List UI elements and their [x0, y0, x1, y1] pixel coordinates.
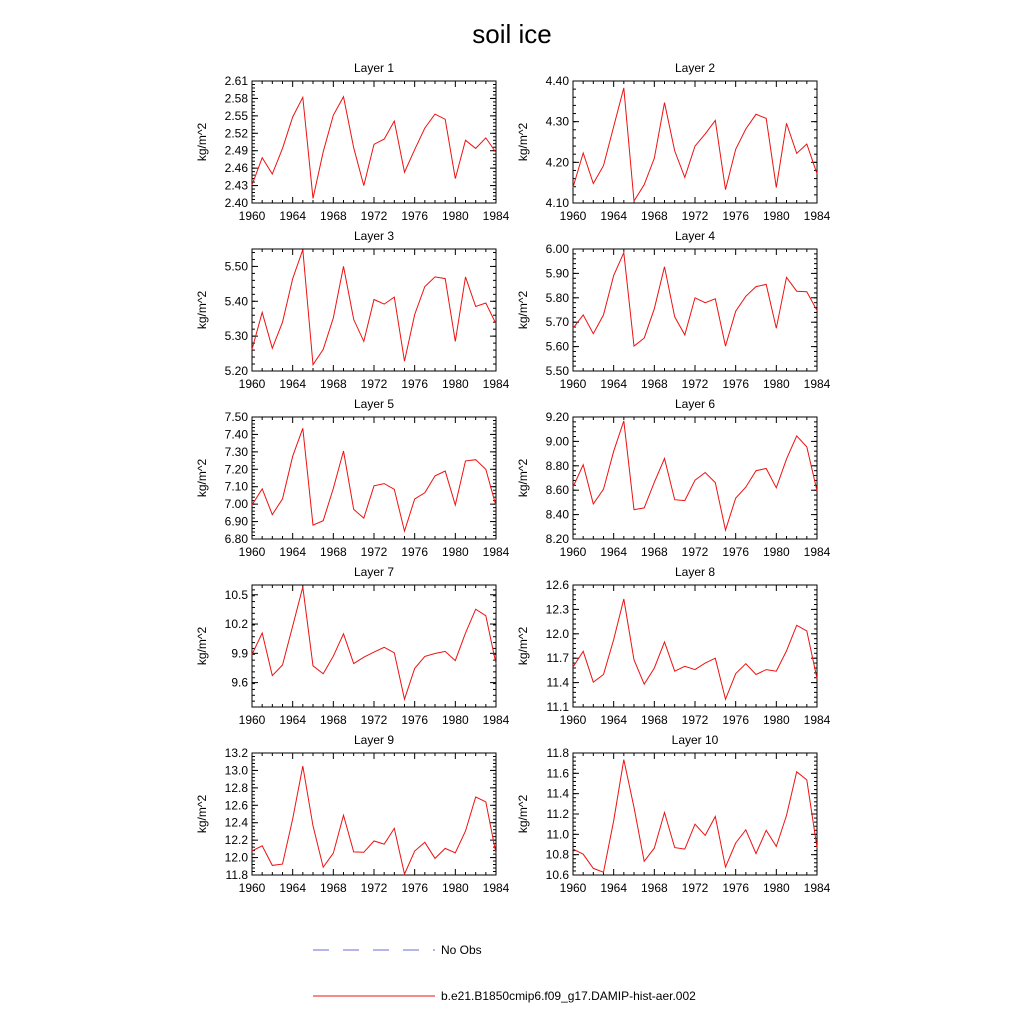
- y-tick-label: 7.40: [224, 427, 248, 442]
- x-tick-label: 1960: [238, 209, 266, 223]
- x-tick-label: 1984: [803, 377, 831, 391]
- x-tick-label: 1960: [559, 545, 587, 559]
- y-tick-label: 11.4: [546, 675, 569, 690]
- y-tick-label: 6.80: [224, 532, 248, 546]
- x-tick-label: 1960: [238, 545, 266, 559]
- y-tick-label: 4.30: [545, 114, 569, 129]
- y-tick-label: 12.4: [224, 815, 248, 830]
- panel-title: Layer 10: [671, 733, 719, 747]
- x-tick-label: 1980: [762, 545, 790, 559]
- x-tick-label: 1964: [600, 713, 628, 727]
- x-tick-label: 1976: [401, 713, 429, 727]
- y-tick-label: 5.60: [545, 339, 569, 354]
- y-axis-label: kg/m^2: [195, 626, 209, 666]
- y-tick-label: 2.52: [224, 126, 248, 141]
- y-tick-label: 10.5: [224, 587, 248, 602]
- panel-layer-4: [516, 229, 831, 391]
- series-line: [252, 97, 496, 199]
- y-axis-label: kg/m^2: [195, 458, 209, 498]
- y-tick-label: 2.61: [224, 74, 248, 88]
- x-tick-label: 1972: [681, 209, 709, 223]
- x-tick-label: 1984: [482, 881, 510, 895]
- y-tick-label: 5.40: [224, 294, 248, 309]
- y-tick-label: 9.6: [231, 675, 248, 690]
- y-axis-label: kg/m^2: [516, 290, 530, 330]
- x-tick-label: 1980: [762, 209, 790, 223]
- panel-title: Layer 4: [674, 229, 716, 243]
- y-tick-label: 11.8: [546, 746, 569, 760]
- plot-frame: [252, 249, 496, 371]
- x-tick-label: 1968: [640, 377, 668, 391]
- legend-model-label: b.e21.B1850cmip6.f09_g17.DAMIP-hist-aer.002: [441, 989, 696, 1003]
- x-tick-label: 1980: [441, 377, 469, 391]
- series-line: [573, 421, 817, 530]
- y-axis-label: kg/m^2: [516, 794, 530, 834]
- x-tick-label: 1976: [722, 713, 750, 727]
- x-tick-label: 1968: [319, 881, 347, 895]
- panel-layer-6: [516, 397, 831, 559]
- x-tick-label: 1960: [238, 377, 266, 391]
- y-axis-label: kg/m^2: [516, 626, 530, 666]
- y-axis-label: kg/m^2: [195, 290, 209, 330]
- x-tick-label: 1984: [482, 713, 510, 727]
- y-tick-label: 8.20: [545, 532, 569, 546]
- y-tick-label: 11.0: [546, 827, 569, 842]
- y-tick-label: 12.6: [224, 798, 248, 813]
- x-tick-label: 1984: [803, 881, 831, 895]
- y-tick-label: 2.58: [224, 91, 248, 106]
- series-line: [252, 766, 496, 874]
- y-tick-label: 11.6: [546, 766, 569, 781]
- y-tick-label: 9.00: [545, 434, 569, 449]
- panel-layer-1: [195, 61, 510, 223]
- y-tick-label: 2.43: [224, 178, 248, 193]
- y-tick-label: 12.0: [224, 850, 248, 865]
- y-tick-label: 12.2: [224, 833, 248, 848]
- y-tick-label: 5.50: [545, 364, 569, 378]
- y-tick-label: 2.55: [224, 108, 248, 123]
- x-tick-label: 1972: [360, 545, 388, 559]
- panel-title: Layer 1: [353, 61, 395, 75]
- x-tick-label: 1980: [441, 713, 469, 727]
- x-tick-label: 1980: [762, 713, 790, 727]
- x-tick-label: 1976: [722, 209, 750, 223]
- y-tick-label: 9.20: [545, 410, 569, 424]
- y-tick-label: 8.60: [545, 483, 569, 498]
- y-tick-label: 8.40: [545, 507, 569, 522]
- panel-layer-3: [195, 229, 510, 391]
- x-tick-label: 1976: [401, 209, 429, 223]
- y-axis-label: kg/m^2: [516, 458, 530, 498]
- x-tick-label: 1984: [803, 545, 831, 559]
- x-tick-label: 1972: [360, 209, 388, 223]
- panel-layer-8: [516, 565, 831, 727]
- x-tick-label: 1980: [441, 881, 469, 895]
- x-tick-label: 1964: [600, 545, 628, 559]
- panels-group: [195, 61, 831, 895]
- plot-frame: [252, 753, 496, 875]
- x-tick-label: 1968: [640, 713, 668, 727]
- x-tick-label: 1964: [600, 209, 628, 223]
- plot-frame: [252, 81, 496, 203]
- x-tick-label: 1968: [319, 209, 347, 223]
- x-tick-label: 1984: [803, 713, 831, 727]
- y-tick-label: 2.49: [224, 143, 248, 158]
- panel-title: Layer 2: [674, 61, 716, 75]
- series-line: [573, 253, 817, 346]
- x-tick-label: 1984: [803, 209, 831, 223]
- plot-frame: [573, 753, 817, 875]
- y-tick-label: 13.2: [224, 746, 248, 760]
- x-tick-label: 1964: [279, 209, 307, 223]
- x-tick-label: 1972: [681, 377, 709, 391]
- x-tick-label: 1960: [559, 377, 587, 391]
- y-tick-label: 11.7: [546, 651, 569, 666]
- plot-frame: [573, 417, 817, 539]
- x-tick-label: 1960: [559, 881, 587, 895]
- y-tick-label: 11.1: [546, 700, 569, 714]
- y-axis-label: kg/m^2: [195, 794, 209, 834]
- x-tick-label: 1972: [681, 881, 709, 895]
- x-tick-label: 1980: [441, 545, 469, 559]
- x-tick-label: 1964: [279, 545, 307, 559]
- y-tick-label: 7.30: [224, 444, 248, 459]
- y-tick-label: 7.20: [224, 462, 248, 477]
- series-line: [573, 88, 817, 201]
- y-tick-label: 7.00: [224, 497, 248, 512]
- x-tick-label: 1976: [401, 377, 429, 391]
- y-tick-label: 11.8: [225, 868, 248, 882]
- y-tick-label: 12.0: [545, 626, 569, 641]
- x-tick-label: 1976: [722, 545, 750, 559]
- y-tick-label: 5.90: [545, 266, 569, 281]
- x-tick-label: 1964: [279, 713, 307, 727]
- y-tick-label: 10.6: [545, 868, 569, 882]
- y-tick-label: 5.80: [545, 290, 569, 305]
- x-tick-label: 1980: [441, 209, 469, 223]
- x-tick-label: 1980: [762, 377, 790, 391]
- x-tick-label: 1964: [600, 377, 628, 391]
- x-tick-label: 1972: [360, 713, 388, 727]
- y-tick-label: 2.40: [224, 196, 248, 210]
- series-line: [252, 587, 496, 699]
- y-tick-label: 7.50: [224, 410, 248, 424]
- series-line: [252, 428, 496, 531]
- legend-no-obs-label: No Obs: [441, 943, 482, 957]
- y-axis-label: kg/m^2: [516, 122, 530, 162]
- panel-title: Layer 5: [353, 397, 395, 411]
- y-tick-label: 13.0: [224, 763, 248, 778]
- y-tick-label: 10.8: [545, 847, 569, 862]
- x-tick-label: 1964: [279, 377, 307, 391]
- x-tick-label: 1964: [279, 881, 307, 895]
- y-tick-label: 12.3: [545, 602, 569, 617]
- y-tick-label: 5.30: [224, 329, 248, 344]
- y-tick-label: 10.2: [224, 617, 248, 632]
- plot-frame: [252, 585, 496, 707]
- panel-layer-7: [195, 565, 510, 727]
- y-tick-label: 12.6: [545, 578, 569, 592]
- x-tick-label: 1972: [681, 713, 709, 727]
- x-tick-label: 1968: [319, 377, 347, 391]
- figure-title: soil ice: [472, 19, 552, 49]
- panel-layer-10: [516, 733, 831, 895]
- x-tick-label: 1968: [640, 209, 668, 223]
- panel-layer-5: [195, 397, 510, 559]
- x-tick-label: 1960: [559, 713, 587, 727]
- panel-title: Layer 9: [353, 733, 395, 747]
- y-tick-label: 5.20: [224, 364, 248, 378]
- x-tick-label: 1960: [238, 881, 266, 895]
- x-tick-label: 1976: [401, 545, 429, 559]
- panel-title: Layer 6: [674, 397, 716, 411]
- x-tick-label: 1968: [640, 881, 668, 895]
- plot-frame: [252, 417, 496, 539]
- y-tick-label: 5.50: [224, 259, 248, 274]
- y-tick-label: 4.10: [545, 196, 569, 210]
- y-tick-label: 11.2: [546, 807, 569, 821]
- x-tick-label: 1976: [722, 881, 750, 895]
- y-axis-label: kg/m^2: [195, 122, 209, 162]
- y-tick-label: 9.9: [231, 646, 248, 661]
- y-tick-label: 6.90: [224, 514, 248, 529]
- plot-frame: [573, 585, 817, 707]
- y-tick-label: 8.80: [545, 458, 569, 473]
- y-tick-label: 6.00: [545, 242, 569, 256]
- series-line: [252, 250, 496, 365]
- panel-title: Layer 8: [674, 565, 716, 579]
- x-tick-label: 1976: [722, 377, 750, 391]
- figure-legend: [313, 943, 696, 1003]
- panel-title: Layer 3: [353, 229, 395, 243]
- x-tick-label: 1968: [319, 713, 347, 727]
- y-tick-label: 5.70: [545, 315, 569, 330]
- y-tick-label: 12.8: [224, 780, 248, 795]
- panel-title: Layer 7: [353, 565, 395, 579]
- x-tick-label: 1972: [681, 545, 709, 559]
- y-tick-label: 4.40: [545, 74, 569, 88]
- x-tick-label: 1984: [482, 545, 510, 559]
- x-tick-label: 1972: [360, 377, 388, 391]
- x-tick-label: 1984: [482, 377, 510, 391]
- x-tick-label: 1972: [360, 881, 388, 895]
- y-tick-label: 4.20: [545, 155, 569, 170]
- x-tick-label: 1960: [238, 713, 266, 727]
- y-tick-label: 7.10: [224, 479, 248, 494]
- series-line: [573, 599, 817, 699]
- x-tick-label: 1980: [762, 881, 790, 895]
- panel-layer-2: [516, 61, 831, 223]
- x-tick-label: 1960: [559, 209, 587, 223]
- x-tick-label: 1984: [482, 209, 510, 223]
- x-tick-label: 1968: [319, 545, 347, 559]
- x-tick-label: 1968: [640, 545, 668, 559]
- x-tick-label: 1964: [600, 881, 628, 895]
- x-tick-label: 1976: [401, 881, 429, 895]
- panel-layer-9: [195, 733, 510, 895]
- y-tick-label: 11.4: [546, 786, 569, 801]
- series-line: [573, 760, 817, 873]
- y-tick-label: 2.46: [224, 161, 248, 176]
